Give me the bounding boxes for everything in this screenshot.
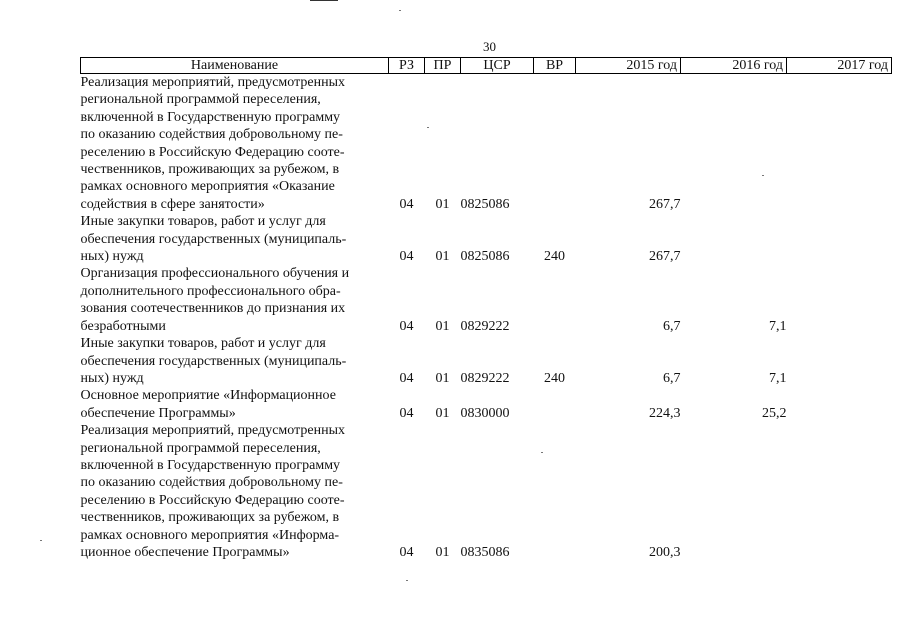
cell-csr: 0835086 <box>460 544 510 560</box>
row-name-line: региональной программой переселения, <box>80 92 321 108</box>
table-header-row <box>81 58 892 74</box>
cell-pr: 01 <box>435 196 450 212</box>
cell-rz: 04 <box>399 318 414 334</box>
cell-rz: 04 <box>399 249 414 265</box>
cell-y2016 <box>681 74 787 214</box>
row-name-line: реселению в Российскую Федерацию соотe- <box>80 144 345 160</box>
cell-y2017 <box>787 422 892 561</box>
header-rz: РЗ <box>389 58 425 74</box>
budget-table <box>80 57 892 561</box>
cell-y2016: 7,1 <box>769 370 787 386</box>
row-name-line: Реализация мероприятий, предусмотренных <box>80 75 345 90</box>
scan-speck <box>40 540 42 541</box>
cell-y2017 <box>787 74 892 214</box>
row-name-line: зования соотечественников до признания их <box>80 301 346 317</box>
cell-y2015: 224,3 <box>649 405 681 421</box>
header-2015: 2015 год <box>576 58 681 74</box>
cell-pr: 01 <box>435 405 450 421</box>
scan-speck <box>406 580 408 581</box>
scan-speck <box>427 127 429 128</box>
cell-vr <box>534 387 576 422</box>
cell-vr <box>534 265 576 335</box>
cell-csr: 0830000 <box>460 405 510 421</box>
table-row <box>81 74 892 214</box>
row-name-line: чественников, проживающих за рубежом, в <box>80 162 340 178</box>
row-name-line: по оказанию содействия добровольному пе- <box>80 475 343 491</box>
row-name-line: обеспечения государственных (муниципаль- <box>80 231 347 247</box>
cell-csr: 0829222 <box>460 370 510 386</box>
header-name: Наименование <box>81 58 389 74</box>
header-vr: ВР <box>534 58 576 74</box>
table-row <box>81 213 892 265</box>
cell-pr: 01 <box>435 544 450 560</box>
cell-vr: 240 <box>544 370 565 386</box>
scan-top-rule <box>310 0 338 1</box>
table-row <box>81 335 892 387</box>
row-name-line: Организация профессионального обучения и <box>80 266 350 282</box>
row-name-cell <box>81 74 389 214</box>
page-number: 30 <box>483 39 496 54</box>
row-name-line: ционное обеспечение Программы» <box>80 544 290 560</box>
row-name-line: включенной в Государственную программу <box>80 457 341 473</box>
cell-vr <box>534 74 576 214</box>
table-row <box>81 387 892 422</box>
scan-speck <box>399 10 401 11</box>
row-name-line: Основное мероприятие «Информационное <box>80 388 336 404</box>
row-name-line: рамках основного мероприятия «Оказание <box>80 179 335 195</box>
row-name-line: реселению в Российскую Федерацию соотe- <box>80 492 345 508</box>
cell-rz: 04 <box>399 370 414 386</box>
row-name-line: по оказанию содействия добровольному пе- <box>80 127 343 143</box>
cell-pr: 01 <box>435 318 450 334</box>
header-pr: ПР <box>425 58 461 74</box>
cell-vr <box>534 422 576 561</box>
row-name-line: безработными <box>80 318 166 334</box>
header-2016: 2016 год <box>681 58 787 74</box>
row-name-line: ных) нужд <box>80 249 144 265</box>
cell-y2016: 7,1 <box>769 318 787 334</box>
row-name-cell <box>81 422 389 561</box>
row-name-line: Иные закупки товаров, работ и услуг для <box>80 336 326 352</box>
cell-y2017 <box>787 335 892 387</box>
row-name-line: дополнительного профессионального обра- <box>80 283 341 299</box>
cell-y2015: 200,3 <box>649 544 681 560</box>
row-name-cell <box>81 335 389 387</box>
cell-y2016: 25,2 <box>762 405 787 421</box>
cell-y2017 <box>787 213 892 265</box>
row-name-line: региональной программой переселения, <box>80 440 321 456</box>
cell-y2017 <box>787 265 892 335</box>
scan-speck <box>541 452 543 453</box>
table-row <box>81 265 892 335</box>
row-name-line: Реализация мероприятий, предусмотренных <box>80 423 345 439</box>
cell-y2017 <box>787 387 892 422</box>
row-name-line: Иные закупки товаров, работ и услуг для <box>80 214 326 230</box>
row-name-line: чественников, проживающих за рубежом, в <box>80 510 340 526</box>
cell-y2015: 6,7 <box>663 318 681 334</box>
cell-csr: 0825086 <box>460 196 510 212</box>
cell-rz: 04 <box>399 405 414 421</box>
header-2017: 2017 год <box>787 58 892 74</box>
row-name-cell <box>81 265 389 335</box>
cell-y2016 <box>681 213 787 265</box>
cell-rz: 04 <box>399 196 414 212</box>
row-name-cell <box>81 213 389 265</box>
cell-pr: 01 <box>435 370 450 386</box>
row-name-line: рамках основного мероприятия «Информа- <box>80 527 340 543</box>
row-name-line: включенной в Государственную программу <box>80 109 341 125</box>
cell-y2015: 267,7 <box>649 196 681 212</box>
row-name-line: обеспечения государственных (муниципаль- <box>80 353 347 369</box>
cell-csr: 0829222 <box>460 318 510 334</box>
scan-speck <box>762 175 764 176</box>
cell-y2015: 6,7 <box>663 370 681 386</box>
cell-csr: 0825086 <box>460 249 510 265</box>
cell-vr: 240 <box>544 249 565 265</box>
cell-y2015: 267,7 <box>649 249 681 265</box>
row-name-line: ных) нужд <box>80 370 144 386</box>
row-name-line: содействия в сфере занятости» <box>80 196 265 212</box>
row-name-line: обеспечение Программы» <box>80 405 236 421</box>
cell-y2016 <box>681 422 787 561</box>
table-row <box>81 422 892 561</box>
row-name-cell <box>81 387 389 422</box>
cell-rz: 04 <box>399 544 414 560</box>
header-csr: ЦСР <box>461 58 534 74</box>
cell-pr: 01 <box>435 249 450 265</box>
